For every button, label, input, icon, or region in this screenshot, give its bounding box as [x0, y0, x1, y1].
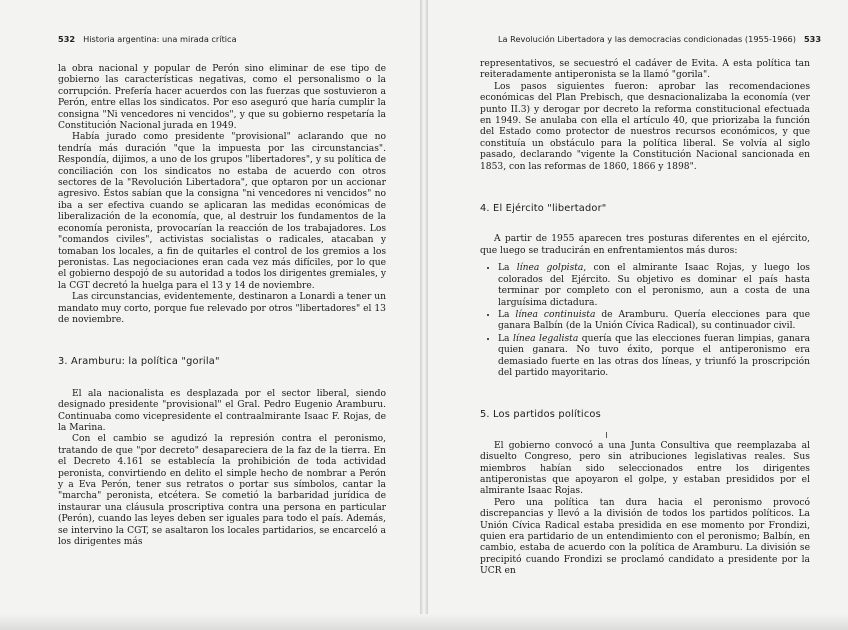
left-page [0, 0, 420, 630]
right-running-head-title: La Revolución Libertadora y las democracias condicionadas (1955-1966) [498, 34, 796, 44]
paragraph: Pero una política tan dura hacia el peronismo provocó discrepancias y llevó a la división de todos los partidos políticos. La Unión Cívica Radical estaba presidida en ese momento por Frondizi, quien era partidario de un entendimiento con el peronismo; Balbín, en cambio, estaba de acuerdo con la política de Aramburu. La división se precipitó cuando Frondizi se proclamó candidato a presidente por la UCR en [480, 497, 810, 577]
left-body-text [58, 64, 386, 548]
paragraph: representativos, se secuestró el cadáver de Evita. A esta política tan reiteradamente antiperonista se la llamó "gorila". [480, 59, 810, 81]
right-page [428, 0, 848, 630]
paragraph: Con el cambio se agudizó la represión contra el peronismo, tratando de que "por decreto" desapareciera de la faz de la tierra. En el Decreto 4.161 se establecía la prohibición de toda actividad peronista, convirtiendo en delito el simple hecho de nombrar a Perón y a Eva Perón, tener sus retratos o portar sus símbolos, cantar la "marcha" peronista, etcétera. Se cometió la barbaridad jurídica de instaurar una cláusula proscriptiva contra una persona en particular (Perón), cuando las leyes deben ser iguales para todo el país. Además, se intervino la CGT, se asaltaron los locales partidarios, se encarceló a los dirigentes más [58, 434, 386, 548]
section-5-heading: 5. Los partidos políticos [480, 409, 601, 421]
book-gutter [420, 0, 428, 630]
paragraph: El gobierno convocó a una Junta Consultiva que reemplazaba al disuelto Congreso, pero sin atribuciones legislativas reales. Sus miembros habían sido seleccionados entre los dirigentes antiperonistas que apoyaron el golpe, y estaban presididos por el almirante Isaac Rojas. [480, 440, 810, 497]
paragraph: A partir de 1955 aparecen tres posturas diferentes en el ejército, que luego se traducirán en enfrentamientos más duros: [480, 234, 810, 256]
paragraph: Los pasos siguientes fueron: aprobar las recomendaciones económicas del Plan Prebisch, que desnacionalizaba la economía (ver punto II.3) y derogar por decreto la reforma constitucional efectuada en 1949. Se anulaba con ella el artículo 40, que priorizaba la función del Estado como protector de nuestros recursos económicos, y que constituía un obstáculo para la política liberal. Se volvía al siglo pasado, declarando "vigente la Constitución Nacional sancionada en 1853, con las reformas de 1860, 1866 y 1898". [480, 81, 810, 172]
list-item: • La línea legalista quería que las elecciones fueran limpias, ganara quien ganara. No tuvo éxito, porque el antiperonismo era demasiado fuerte en las otras dos líneas, y triunfó la proscripción del partido mayoritario. [498, 334, 810, 380]
section-3-heading: 3. Aramburu: la política "gorila" [58, 356, 220, 368]
paragraph: El ala nacionalista es desplazada por el sector liberal, siendo designado presidente "provisional" el Gral. Pedro Eugenio Aramburu. Continuaba como vicepresidente el contraalmirante Isaac F. Rojas, de la Marina. [58, 388, 386, 433]
paragraph: la obra nacional y popular de Perón sino eliminar de ese tipo de gobierno las características negativas, como el personalismo o la corrupción. Prefería hacer acuerdos con las fuerzas que sostuvieron a Perón, entre ellas los sindicatos. Por eso aseguró que haría cumplir la consigna "Ni vencedores ni vencidos", y que su gobierno respetaría la Constitución Nacional jurada en 1949. [58, 64, 386, 132]
right-page-number: 533 [803, 34, 822, 44]
section-4-heading: 4. El Ejército "libertador" [480, 203, 607, 215]
paragraph: Las circunstancias, evidentemente, destinaron a Lonardi a tener un mandato muy corto, porque fue relevado por otros "libertadores" el 13 de noviembre. [58, 292, 386, 325]
list-item: • La línea continuista de Aramburu. Quería elecciones para que ganara Balbín (de la Unión Cívica Radical), su continuador civil. [498, 310, 810, 333]
army-lines-list [480, 263, 810, 379]
right-running-head [498, 34, 821, 44]
left-running-head-title: Historia argentina: una mirada crítica [83, 34, 237, 44]
right-body-text [480, 59, 810, 578]
list-item: • La línea golpista, con el almirante Isaac Rojas, y luego los colorados del Ejército. Su objetivo es dominar el país hasta terminar por completo con el peronismo, aun a costa de una larguísima dictadura. [498, 263, 810, 309]
paragraph: Había jurado como presidente "provisional" aclarando que no tendría más duración "que la impuesta por las circunstancias". Respondía, dijimos, a uno de los grupos "libertadores", y su política de conciliación con los sindicatos no estaba de acuerdo con otros sectores de la "Revolución Libertadora", que optaron por un accionar agresivo. Éstos sabían que la consigna "ni vencedores ni vencidos" no iba a ser efectiva cuando se aplicaran las medidas económicas de liberalización de la economía, que, al destruir los fundamentos de la economía peronista, provocarían la reacción de los trabajadores. Los "comandos civiles", activistas socialistas o radicales, atacaban y tomaban los locales, a fin de quitarles el control de los gremios a los peronistas. Las negociaciones eran cada vez más difíciles, por lo que el gobierno despojó de su autoridad a todos los dirigentes gremiales, y la CGT decretó la huelga para el 13 y 14 de noviembre. [58, 132, 387, 291]
page-bottom-edge [0, 614, 848, 630]
print-mark [606, 432, 607, 438]
left-running-head [58, 34, 237, 44]
left-page-number: 532 [58, 34, 76, 44]
